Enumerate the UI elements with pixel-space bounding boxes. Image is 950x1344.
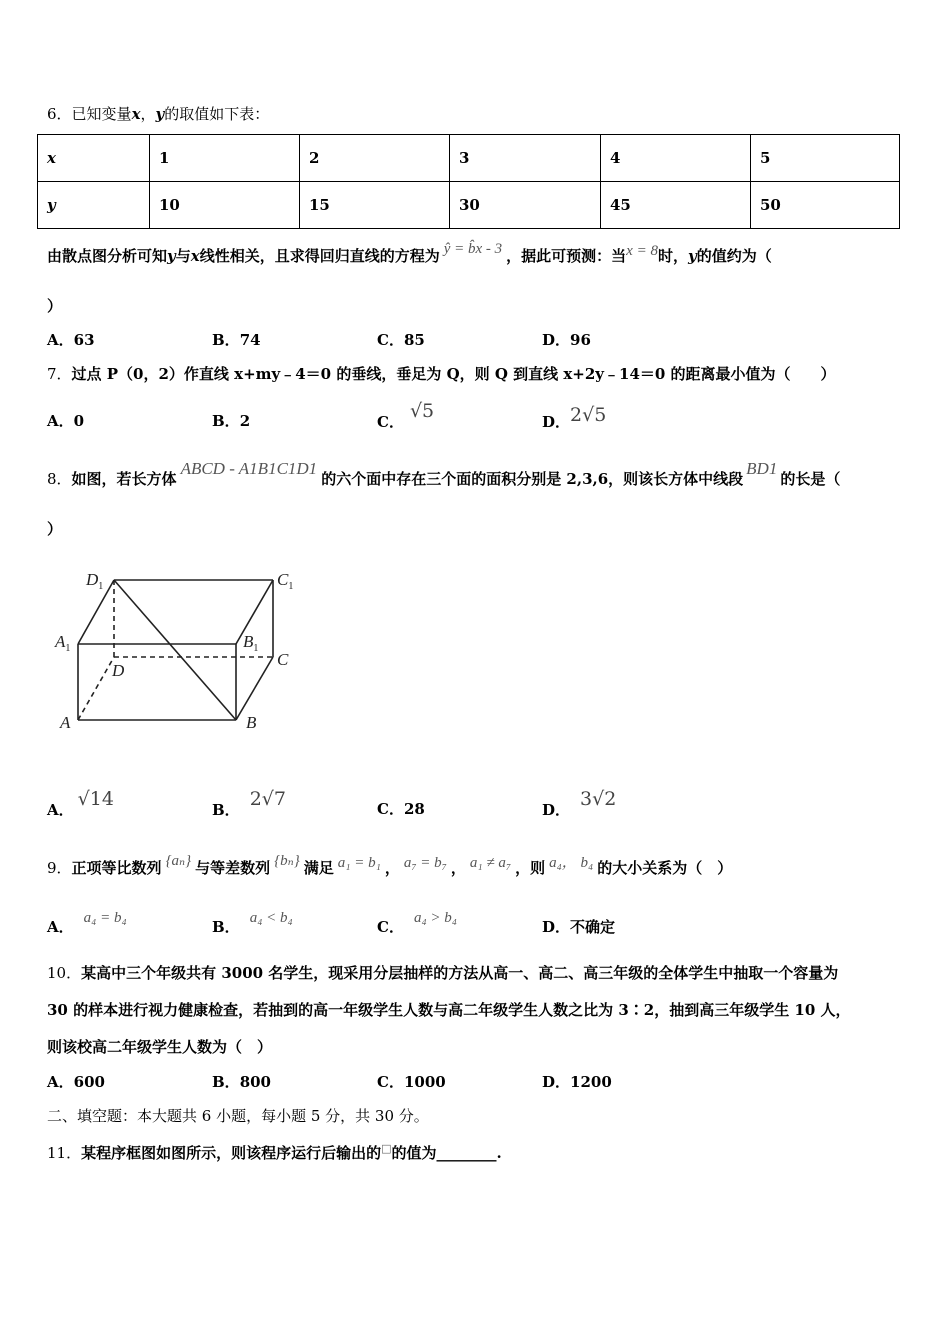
q10-line-2: 30 的样本进行视力健康检查，若抽到的高一年级学生人数与高二年级学生人数之比为 3∶2，抽到高三年级学生 10 人， (47, 1001, 851, 1019)
q8-option-c[interactable]: C．28 (377, 800, 425, 818)
q6-body: 由散点图分析可知y与x线性相关，且求得回归直线的方程为 ŷ = b̂x - 3 ，据此可预测：当x = 8时，y的值约为（ (47, 241, 772, 265)
q7-option-c[interactable]: C． √5 (377, 400, 435, 431)
condition-2: a₇ = b₇ (403, 855, 447, 871)
table-cell: 3 (450, 135, 601, 182)
q7-option-b[interactable]: B．2 (212, 412, 251, 430)
q11-stem: 11．某程序框图如图所示，则该程序运行后输出的□的值为________. (47, 1142, 502, 1162)
q9-option-a[interactable]: A． a₄ = b₄ (47, 910, 127, 936)
q8-close-paren: ） (47, 520, 63, 538)
table-cell: 4 (601, 135, 751, 182)
table-cell: 50 (751, 182, 900, 229)
q10-line-1: 10．某高中三个年级共有 3000 名学生，现采用分层抽样的方法从高一、高二、高三年级的全体学生中抽取一个容量为 (47, 964, 839, 982)
table-cell: y (38, 182, 150, 229)
table-cell: 5 (751, 135, 900, 182)
q10-option-b[interactable]: B．800 (212, 1073, 271, 1091)
q10-line-3: 则该校高二年级学生人数为（ ） (47, 1038, 273, 1056)
table-cell: x (38, 135, 150, 182)
x-value: x = 8 (626, 243, 658, 259)
cuboid-figure (50, 565, 300, 755)
q8-option-b[interactable]: B． 2√7 (212, 788, 286, 819)
q6-close-paren: ） (47, 297, 63, 315)
condition-1: a₁ = b₁ (337, 855, 381, 871)
q9-option-c[interactable]: C． a₄ > b₄ (377, 910, 458, 936)
q6-stem: 6．已知变量x，y的取值如下表： (47, 105, 270, 123)
compare-pair: a₄， b₄ (549, 855, 594, 871)
q6-option-d[interactable]: D．96 (542, 331, 591, 349)
label-d: D (112, 661, 125, 680)
q9-option-b[interactable]: B． a₄ < b₄ (212, 910, 293, 936)
table-row (38, 182, 900, 229)
output-symbol: □ (381, 1142, 392, 1155)
section-heading: 二、填空题：本大题共 6 小题，每小题 5 分，共 30 分。 (47, 1107, 429, 1125)
edge-ad (78, 657, 114, 720)
q7-stem: 7．过点 P（0，2）作直线 x+my﹣4＝0 的垂线，垂足为 Q，则 Q 到直线 x+2y﹣14＝0 的距离最小值为（ ） (47, 365, 836, 383)
label-b1: $B_1$ (243, 632, 259, 654)
q8-stem: 8．如图，若长方体ABCD - A1B1C1D1的六个面中存在三个面的面积分别是 2,3,6，则该长方体中线段BD1的长是（ (47, 459, 841, 488)
edge-b1c1 (236, 580, 273, 644)
solid-name: ABCD - A1B1C1D1 (180, 459, 318, 478)
regression-equation: ŷ = b̂x - 3 (443, 241, 503, 257)
table-row (38, 135, 900, 182)
table-cell: 30 (450, 182, 601, 229)
edge-a1d1 (78, 580, 114, 644)
table-cell: 2 (300, 135, 450, 182)
label-a: A (60, 713, 71, 732)
diagonal-bd1 (114, 580, 236, 720)
table-cell: 15 (300, 182, 450, 229)
q6-option-b[interactable]: B．74 (212, 331, 261, 349)
q6-option-a[interactable]: A．63 (47, 331, 95, 349)
label-b: B (246, 713, 257, 732)
q7-option-a[interactable]: A．0 (47, 412, 85, 430)
q9-option-d[interactable]: D．不确定 (542, 918, 616, 936)
segment-name: BD1 (746, 459, 778, 478)
q9-stem: 9．正项等比数列 {aₙ} 与等差数列 {bₙ} 满足 a₁ = b₁ ， a₇ = b₇ ， a₁ ≠ a₇ ，则 a₄， b₄ 的大小关系为（ ） (47, 853, 733, 877)
label-d1: $D_1$ (86, 570, 104, 592)
label-a1: $A_1$ (55, 632, 71, 654)
q10-option-d[interactable]: D．1200 (542, 1073, 612, 1091)
q8-option-d[interactable]: D． 3√2 (542, 788, 617, 819)
label-c1: $C_1$ (277, 570, 294, 592)
q6-option-c[interactable]: C．85 (377, 331, 425, 349)
label-c: C (277, 650, 289, 669)
q7-option-d[interactable]: D．2√5 (542, 404, 607, 431)
sequence-a: {aₙ} (165, 853, 192, 869)
q10-option-c[interactable]: C．1000 (377, 1073, 446, 1091)
values-table (37, 134, 900, 229)
edge-bc (236, 657, 273, 720)
table-cell: 45 (601, 182, 751, 229)
sequence-b: {bₙ} (274, 853, 300, 869)
condition-3: a₁ ≠ a₇ (469, 855, 512, 871)
table-cell: 10 (150, 182, 300, 229)
table-cell: 1 (150, 135, 300, 182)
q8-option-a[interactable]: A． √14 (47, 788, 114, 819)
q10-option-a[interactable]: A．600 (47, 1073, 105, 1091)
